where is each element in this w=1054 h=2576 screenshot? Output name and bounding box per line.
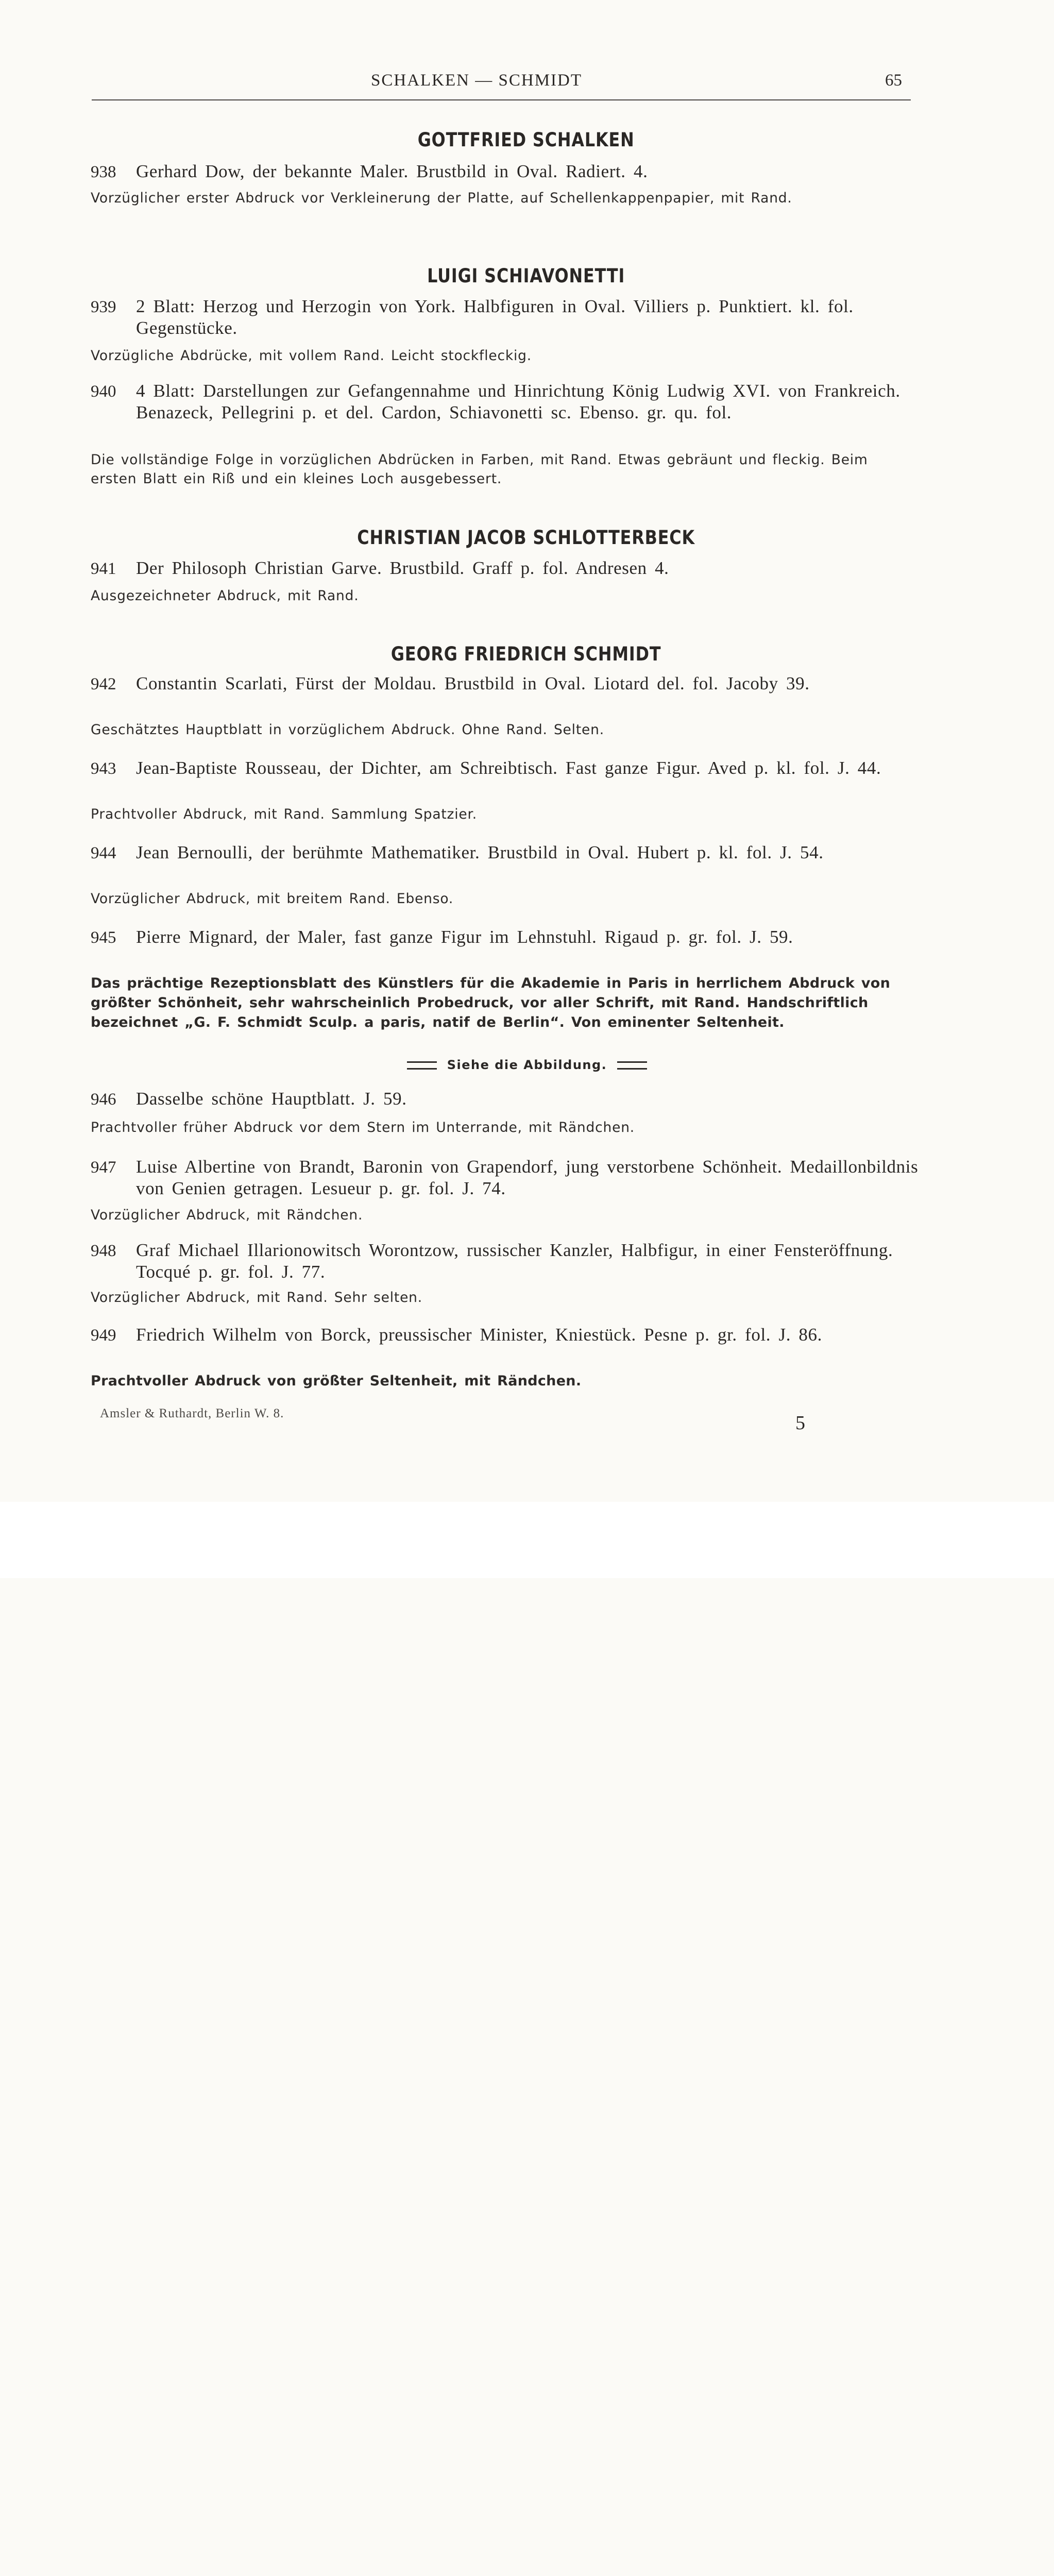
lot-title: Friedrich Wilhelm von Borck, preussischer Minister, Kniestück. Pesne p. gr. fol. J. 86. <box>136 1325 822 1345</box>
lot-number: 948 <box>91 1242 116 1260</box>
header-rule <box>92 99 911 100</box>
lot-note-942: Geschätztes Hauptblatt in vorzüglichem Abdruck. Ohne Rand. Selten. <box>91 722 604 738</box>
section-heading-schiavonetti: LUIGI SCHIAVONETTI <box>427 265 625 287</box>
lot-title: Luise Albertine von Brandt, Baronin von Grapendorf, jung verstorbene Schönheit. Medaillonbildnis von Genien getragen. Lesueur p. gr. fol. J. 74. <box>136 1157 919 1198</box>
lot-note-947: Vorzüglicher Abdruck, mit Rändchen. <box>91 1207 363 1223</box>
lot-note-941: Ausgezeichneter Abdruck, mit Rand. <box>91 588 359 604</box>
lot-number: 946 <box>91 1090 116 1109</box>
lot-number: 940 <box>91 382 116 401</box>
see-illustration <box>0 1058 1054 1072</box>
lot-note-948: Vorzüglicher Abdruck, mit Rand. Sehr selten. <box>91 1290 422 1306</box>
lot-title: Jean Bernoulli, der berühmte Mathematiker. Brustbild in Oval. Hubert p. kl. fol. J. 54. <box>136 842 824 862</box>
lot-title: Jean-Baptiste Rousseau, der Dichter, am Schreibtisch. Fast ganze Figur. Aved p. kl. fol. J. 44. <box>136 758 881 778</box>
lot-number: 942 <box>91 675 116 693</box>
lot-title: Constantin Scarlati, Fürst der Moldau. Brustbild in Oval. Liotard del. fol. Jacoby 39. <box>136 673 810 693</box>
scan-footer <box>0 1502 1054 1578</box>
lot-note-944: Vorzüglicher Abdruck, mit breitem Rand. Ebenso. <box>91 891 454 907</box>
lot-number: 944 <box>91 844 116 862</box>
lot-title: Der Philosoph Christian Garve. Brustbild. Graff p. fol. Andresen 4. <box>136 558 669 578</box>
lot-title: 4 Blatt: Darstellungen zur Gefangennahme und Hinrichtung König Ludwig XVI. von Frankreich. Benazeck, Pellegrini p. et del. Cardon, Schiavonetti sc. Ebenso. gr. qu. fol. <box>136 381 900 422</box>
lot-number: 938 <box>91 163 116 181</box>
lot-note-946: Prachtvoller früher Abdruck vor dem Stern im Unterrande, mit Rändchen. <box>91 1120 635 1136</box>
see-illustration-label: Siehe die Abbildung. <box>447 1058 607 1072</box>
lot-note-949: Prachtvoller Abdruck von größter Seltenheit, mit Rändchen. <box>91 1373 582 1389</box>
lot-note-945: Das prächtige Rezeptionsblatt des Künstlers für die Akademie in Paris in herrlichem Abdruck von größter Schönheit, sehr wahrscheinlich Probedruck, vor aller Schrift, mit Rand. Handschriftlich bezeichnet „G. F. Schmidt Sculp. a paris, natif de Berlin“. Von eminenter Seltenheit. <box>91 975 891 1030</box>
lot-note-939: Vorzügliche Abdrücke, mit vollem Rand. Leicht stockfleckig. <box>91 348 532 364</box>
lot-number: 949 <box>91 1326 116 1345</box>
lot-title: Dasselbe schöne Hauptblatt. J. 59. <box>136 1089 407 1109</box>
double-rule-left <box>407 1061 437 1070</box>
section-heading-schmidt: GEORG FRIEDRICH SCHMIDT <box>390 643 661 665</box>
lot-title: Pierre Mignard, der Maler, fast ganze Figur im Lehnstuhl. Rigaud p. gr. fol. J. 59. <box>136 927 793 947</box>
lot-note-940: Die vollständige Folge in vorzüglichen Abdrücken in Farben, mit Rand. Etwas gebräunt und fleckig. Beim ersten Blatt ein Riß und ein kleines Loch ausgebessert. <box>91 452 868 487</box>
lot-note-938: Vorzüglicher erster Abdruck vor Verkleinerung der Platte, auf Schellenkappenpapier, mit Rand. <box>91 190 792 206</box>
section-heading-schlotterbeck: CHRISTIAN JACOB SCHLOTTERBECK <box>357 527 695 549</box>
lot-title: Graf Michael Illarionowitsch Worontzow, russischer Kanzler, Halbfigur, in einer Fensteröffnung. Tocqué p. gr. fol. J. 77. <box>136 1240 893 1282</box>
lot-number: 941 <box>91 560 116 578</box>
double-rule-right <box>617 1061 647 1070</box>
page-number: 65 <box>885 71 902 90</box>
lot-number: 943 <box>91 759 116 778</box>
running-title: SCHALKEN — SCHMIDT <box>371 71 583 90</box>
lot-title: Gerhard Dow, der bekannte Maler. Brustbild in Oval. Radiert. 4. <box>136 161 648 181</box>
publisher-imprint: Amsler & Ruthardt, Berlin W. 8. <box>100 1406 284 1420</box>
section-heading-schalken: GOTTFRIED SCHALKEN <box>417 129 635 151</box>
running-head <box>0 71 1054 97</box>
lot-note-943: Prachtvoller Abdruck, mit Rand. Sammlung Spatzier. <box>91 806 478 822</box>
signature-mark: 5 <box>795 1412 805 1434</box>
lot-number: 945 <box>91 928 116 947</box>
lot-number: 947 <box>91 1158 116 1177</box>
lot-number: 939 <box>91 298 116 316</box>
lot-title: 2 Blatt: Herzog und Herzogin von York. Halbfiguren in Oval. Villiers p. Punktiert. kl. fol. Gegenstücke. <box>136 296 854 338</box>
